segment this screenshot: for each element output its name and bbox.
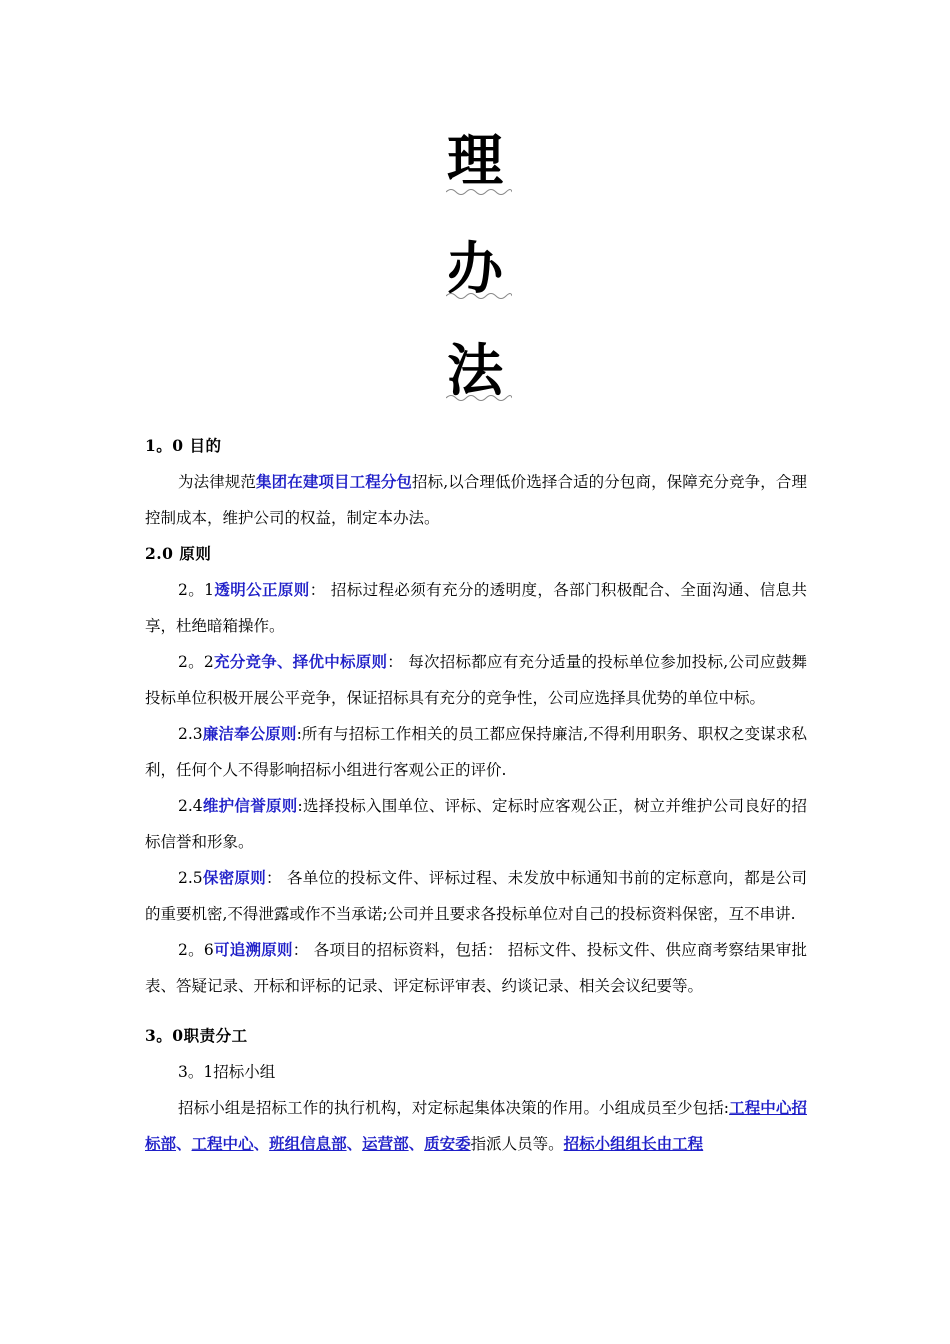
department-link[interactable]: 质安委 [424, 1134, 471, 1153]
principle-text: :选择投标入围单位、评标、定标时应客观公正，树立并维护公司良好的招标信誉和形象。 [145, 797, 807, 851]
principle-text: ： 各项目的招标资料，包括： 招标文件、投标文件、供应商考察结果审批表、答疑记录、开标和评标的记录、评定标评审表、约谈记录、相关会议纪要等。 [145, 941, 807, 995]
section-heading-duties: 3。0职责分工 [145, 1026, 248, 1045]
principle-item [145, 644, 807, 716]
subsection-heading: 3。1招标小组 [178, 1063, 276, 1081]
text-run: 为法律规范 [178, 473, 257, 491]
separator: 、 [253, 1134, 270, 1153]
principle-label: 维护信誉原则 [202, 796, 298, 815]
principle-item [145, 716, 807, 788]
spellcheck-underline [446, 392, 512, 404]
item-number: 2。1 [178, 581, 214, 599]
spellcheck-underline [446, 186, 512, 198]
separator: 、 [408, 1134, 425, 1153]
principle-label: 保密原则 [202, 868, 266, 887]
principle-item [145, 788, 807, 860]
principle-item [145, 860, 807, 932]
department-link[interactable]: 运营部 [362, 1134, 409, 1153]
spellcheck-underline [446, 290, 512, 302]
text-run: 招标,以合理低价选择合适的分包商，保障充分竞争，合理控制成本，维护公司的权益，制定本办法。 [145, 473, 807, 527]
highlight-text: 集团在建项目工程分包 [256, 472, 413, 491]
principle-text: ： 招标过程必须有充分的透明度，各部门积极配合、全面沟通、信息共享，杜绝暗箱操作。 [145, 581, 807, 635]
principle-text: ： 各单位的投标文件、评标过程、未发放中标通知书前的定标意向，都是公司的重要机密,不得泄露或作不当承诺;公司并且要求各投标单位对自己的投标资料保密，互不串讲. [145, 869, 807, 923]
document-body [145, 428, 807, 1162]
department-link[interactable]: 班组信息部 [269, 1134, 347, 1153]
principle-item [145, 572, 807, 644]
title-char-1: 理 [447, 129, 503, 194]
separator: 、 [176, 1134, 192, 1153]
department-link[interactable]: 工程中心 [191, 1134, 254, 1153]
item-number: 2。6 [178, 941, 214, 959]
section-heading-purpose: 1。0 目的 [145, 436, 222, 455]
principle-label: 透明公正原则 [214, 580, 310, 599]
title-char-2: 办 [447, 237, 503, 302]
principle-text: ： 每次招标都应有充分适量的投标单位参加投标,公司应鼓舞投标单位积极开展公平竞争，保证招标具有充分的竞争性，公司应选择具优势的单位中标。 [145, 653, 807, 707]
text-run: 指派人员等。 [470, 1135, 564, 1153]
leader-link[interactable]: 招标小组组长由工程 [563, 1134, 704, 1153]
item-number: 2.5 [178, 869, 203, 887]
duties-paragraph [145, 1090, 807, 1162]
purpose-paragraph [145, 464, 807, 536]
item-number: 2.4 [178, 797, 203, 815]
item-number: 2。2 [178, 653, 214, 671]
principle-item [145, 932, 807, 1004]
principle-label: 廉洁奉公原则 [202, 724, 297, 743]
department-link[interactable]: 工程中心招标部 [145, 1098, 807, 1153]
principle-label: 充分竞争、择优中标原则 [213, 652, 388, 671]
text-run: 招标小组是招标工作的执行机构，对定标起集体决策的作用。小组成员至少包括: [178, 1099, 730, 1117]
principle-label: 可追溯原则 [213, 940, 293, 959]
spacer [145, 1004, 807, 1018]
section-heading-principles: 2.0 原则 [145, 544, 212, 563]
separator: 、 [346, 1134, 363, 1153]
item-number: 2.3 [178, 725, 203, 743]
title-char-3: 法 [447, 339, 503, 404]
principle-text: :所有与招标工作相关的员工都应保持廉洁,不得利用职务、职权之变谋求私利，任何个人不得影响招标小组进行客观公正的评价. [145, 725, 807, 779]
